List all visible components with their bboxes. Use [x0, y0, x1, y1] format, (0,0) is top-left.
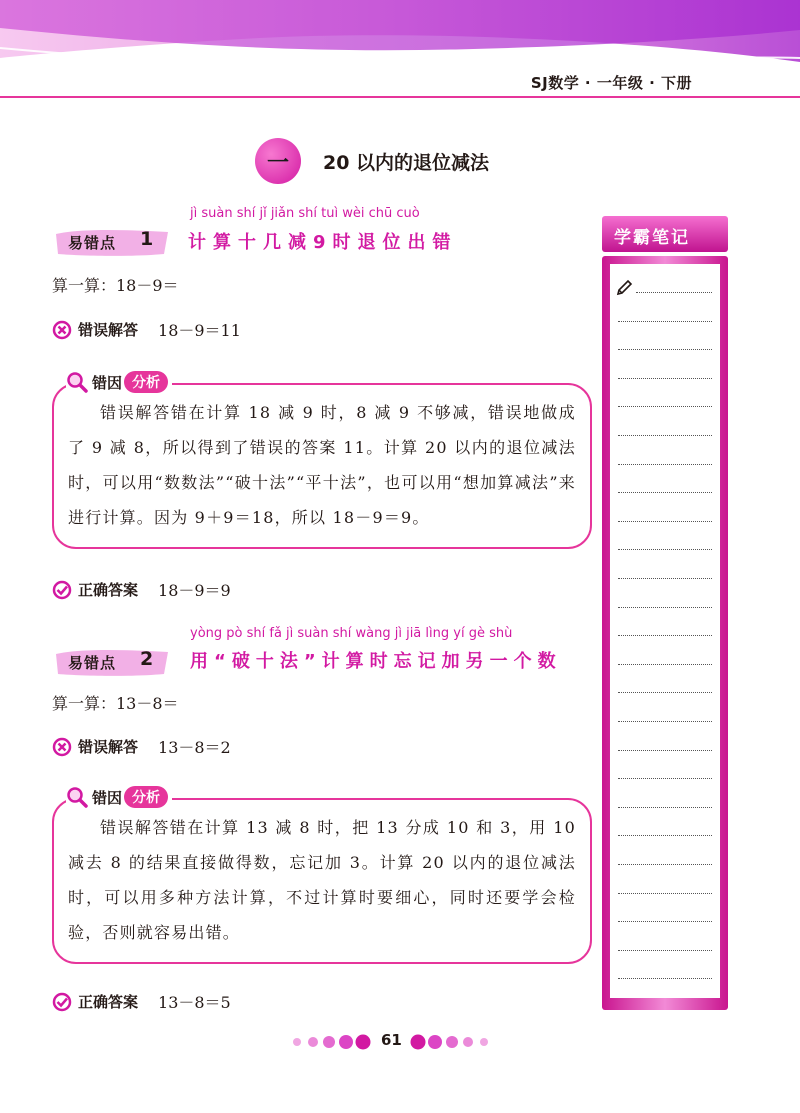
point-1-wrong-answer [52, 318, 241, 341]
point-1-analysis [52, 373, 592, 549]
analysis-heading [66, 369, 172, 395]
analysis-label: 错因 [92, 788, 123, 807]
notes-ruled-line [618, 950, 712, 951]
point-2-title: 用“破十法”计算时忘记加另一个数 [190, 651, 562, 672]
pencil-icon [616, 278, 634, 296]
point-2-wrong-answer [52, 735, 231, 758]
notes-sidebar [602, 216, 728, 1010]
point-2-tag [52, 646, 176, 678]
notes-ruled-line [618, 807, 712, 808]
notes-ruled-line [618, 378, 712, 379]
point-1-pinyin: jì suàn shí jǐ jiǎn shí tuì wèi chū cuò [190, 206, 420, 221]
notes-ruled-line [618, 464, 712, 465]
notes-ruled-line [618, 835, 712, 836]
analysis-pill: 分析 [124, 371, 168, 393]
analysis-heading [66, 784, 172, 810]
wrong-mark-icon [52, 737, 72, 757]
wrong-mark-icon [52, 320, 72, 340]
analysis-box [52, 798, 592, 964]
point-2-problem: 算一算：13－8＝ [52, 694, 179, 713]
notes-ruled-line [618, 921, 712, 922]
point-1-problem: 算一算：18－9＝ [52, 276, 179, 295]
right-answer-label: 正确答案 [78, 581, 139, 599]
notes-ruled-line [618, 864, 712, 865]
notes-ruled-line [618, 492, 712, 493]
notes-paper [610, 264, 720, 998]
wrong-answer-value: 13－8＝2 [158, 738, 231, 757]
notes-ruled-line [618, 607, 712, 608]
notes-ruled-line [618, 721, 712, 722]
notes-ruled-line [618, 664, 712, 665]
analysis-label: 错因 [92, 373, 123, 392]
point-2-tag-label: 易错点 [68, 654, 117, 672]
wrong-answer-label: 错误解答 [78, 738, 139, 756]
point-2-pinyin: yòng pò shí fǎ jì suàn shí wàng jì jiā lìng yí gè shù [190, 626, 513, 641]
notes-ruled-line [618, 435, 712, 436]
analysis-text: 错误解答错在计算 18 减 9 时，8 减 9 不够减，错误地做成了 9 减 8，所以得到了错误的答案 11。计算 20 以内的退位减法时，可以用“数数法”“破十法”“平十法”，也可以用“想加算减法”来进行计算。因为 9＋9＝18，所以 18－9＝9。 [68, 403, 576, 527]
series-label: SJ数学 · 一年级 · 下册 [530, 74, 692, 92]
check-mark-icon [52, 580, 72, 600]
notes-ruled-line [636, 292, 712, 293]
chapter-title: 20 以内的退位减法 [323, 151, 490, 174]
point-1-tag-label: 易错点 [68, 234, 117, 252]
notes-ruled-line [618, 349, 712, 350]
notes-ruled-line [618, 549, 712, 550]
notes-title: 学霸笔记 [614, 228, 690, 248]
notes-ruled-line [618, 406, 712, 407]
top-banner [0, 0, 800, 110]
notes-ruled-line [618, 893, 712, 894]
right-answer-value: 18－9＝9 [158, 581, 231, 600]
notes-ruled-line [618, 635, 712, 636]
right-answer-value: 13－8＝5 [158, 993, 231, 1012]
point-2-tag-number: 2 [140, 648, 154, 670]
point-1-title: 计算十几减9时退位出错 [188, 232, 458, 253]
chapter-number-badge: 一 [255, 138, 301, 184]
header-rule [0, 96, 800, 98]
analysis-box [52, 383, 592, 549]
point-1-right-answer [52, 578, 231, 601]
notes-frame [602, 256, 728, 1010]
point-1-tag-number: 1 [140, 228, 154, 250]
page-number: 61 [381, 1031, 402, 1049]
notes-ruled-line [618, 578, 712, 579]
notes-ruled-line [618, 521, 712, 522]
magnifier-icon [66, 786, 88, 808]
check-mark-icon [52, 992, 72, 1012]
wrong-answer-value: 18－9＝11 [158, 321, 241, 340]
notes-ruled-line [618, 750, 712, 751]
analysis-text: 错误解答错在计算 13 减 8 时，把 13 分成 10 和 3，用 10 减去 8 的结果直接做得数，忘记加 3。计算 20 以内的退位减法时，可以用多种方法计算，不过计算时要细心，同时还要学会检验，否则就容易出错。 [68, 818, 576, 942]
notes-header [602, 216, 728, 252]
point-1-tag [52, 226, 176, 258]
notes-ruled-line [618, 692, 712, 693]
point-2-right-answer [52, 990, 231, 1013]
notes-ruled-line [618, 778, 712, 779]
notes-ruled-line [618, 321, 712, 322]
chapter-heading [255, 138, 489, 184]
right-answer-label: 正确答案 [78, 993, 139, 1011]
analysis-pill: 分析 [124, 786, 168, 808]
notes-ruled-line [618, 978, 712, 979]
point-2-analysis [52, 788, 592, 964]
magnifier-icon [66, 371, 88, 393]
wrong-answer-label: 错误解答 [78, 321, 139, 339]
